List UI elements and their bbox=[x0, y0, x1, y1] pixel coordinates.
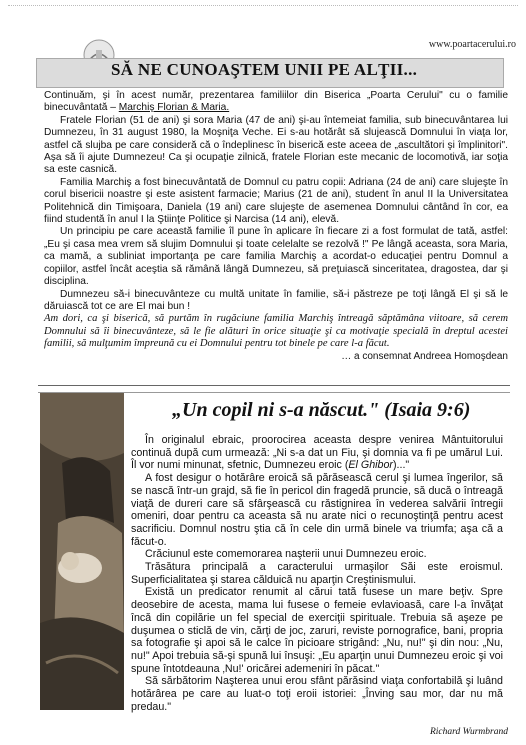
section2-signature: Richard Wurmbrand bbox=[429, 727, 508, 737]
section1-title: SĂ NE CUNOAŞTEM UNII PE ALŢII... bbox=[111, 60, 418, 79]
section1-paragraph-2: Fratele Florian (51 de ani) şi sora Maria (47 de ani) şi-au întemeiat familia, sub binecuvântarea lui Dumnezeu, în 31 august 1980, la Moşniţa Veche. Ei s-au hotărât să slujească Domnului în viaţa lor, astfel că slujba pe care consideră că o îndeplinesc în biserică este aceea de „ascultători şi împlinitori". Aşa să îi ajute Dumnezeu! Ca şi ocupaţie zilnică, fratele Florian este mecanic de locomotivă, iar soţia sa este casnică. bbox=[44, 114, 508, 176]
section1-prayer-request: Am dori, ca şi biserică, să purtăm în rugăciune familia Marchiş întreagă săptămâna viitoare, să cerem Domnului să îi binecuvânteze, să le fie alături în orice situaţie şi ca motivaţie specială în dreptul acestei familii, să mulţumim împreună cu ei Domnului pentru tot binele pe care l-a făcut. bbox=[44, 313, 508, 350]
section2-title: „Un copil ni s-a născut." (Isaia 9:6) bbox=[172, 399, 471, 421]
section1-body bbox=[44, 90, 508, 363]
section2-paragraph-3: Crăciunul este comemorarea naşterii unui Dumnezeu eroic. bbox=[145, 548, 427, 561]
el-ghibor: El Ghibor bbox=[348, 459, 393, 472]
section2-paragraph-5: Există un predicator renumit al cărui tată fusese un mare beţiv. Spre deosebire de acesta, mama lui fusese o femeie evlavioasă, care l-a învăţat încă din copilărie un fel special de exerciţii spirituale. Trebuia să aşeze pe duşumea o sticlă de vin, cărţi de joc, zaruri, reviste pornografice, bani, propria sa fotografie şi apoi să le calce în picioare strigând: „Nu, nu!" şi din nou: „Nu, nu!" Apoi trebuia să-şi spună lui însuşi: „Eu aparţin unui Dumnezeu eroic şi voi spune întotdeauna ‚Nu!' oricărei ademeniri în păcat." bbox=[131, 586, 503, 675]
section1-paragraph-3: Familia Marchiş a fost binecuvântată de Domnul cu patru copii: Adriana (24 de ani) care slujeşte în corul bisericii noastre şi este asistent farmacie; Marius (21 de ani), student în anul II la Universitatea Politehnică din Timişoara, Daniela (19 ani) care slujeşte de asemenea Domnului cântând în cor, ea fiind studentă în anul I la Ştiinţe Politice şi Narcisa (14 ani), elevă. bbox=[44, 176, 508, 226]
section2-paragraph-2: A fost desigur o hotărâre eroică să părăsească cerul şi lumea îngerilor, să se nască într-un grajd, să fie în pericol din fragedă pruncie, să ducă o întreagă viaţă de dureri care să sfârşească cu răstignirea în vederea salvării întregii omeniri, doar pentru ca aceasta să nu arate nici o recunoştinţă pentru acest sacrificiu. Domnul nostru ştia că în cele din urmă binele va triumfa; aşa că a făcut-o. bbox=[131, 472, 503, 548]
section1-paragraph-4: Un principiu pe care această familie îl pune în aplicare în fiecare zi a fost formulat de tată, astfel: „Eu şi casa mea vrem să slujim Domnului şi toate celelalte se rezolvă !" Pe lângă aceasta, sora Maria, ca mamă, a subliniat importanţa pe care familia Marchiş a acordat-o educaţiei pentru Domnul a copiilor, astfel încât aceştia să rămână lângă Dumnezeu, să preţuiască sinceritatea, dragostea, dar şi disciplina. bbox=[44, 226, 508, 288]
nativity-painting bbox=[40, 393, 124, 710]
family-name: Marchiş Florian & Maria. bbox=[118, 102, 230, 114]
section2-body bbox=[131, 434, 503, 713]
section-divider bbox=[38, 385, 510, 393]
section1-paragraph-5: Dumnezeu să-i binecuvânteze cu multă unitate în familie, să-i păstreze pe toţi lângă El şi să le dăruiască tot ce are El mai bun ! bbox=[44, 288, 508, 312]
section1-signature: … a consemnat Andreea Homoşdean bbox=[341, 350, 508, 362]
site-url: www.poartacerului.ro bbox=[428, 39, 516, 50]
section1-paragraph-1: Continuăm, şi în acest număr, prezentarea familiilor din Biserica „Poarta Cerului" cu o familie binecuvântată – Marchiş Florian & Maria. bbox=[44, 90, 508, 114]
section2-paragraph-4: Trăsătura principală a caracterului urmaşilor Săi este eroismul. Superficialitatea şi starea călduică nu aparţin Creştinismului. bbox=[131, 561, 503, 586]
section2-paragraph-1: În originalul ebraic, proorocirea aceasta despre venirea Mântuitorului continuă după cum urmează: „Ni s-a dat un Fiu, şi domnia va fi pe umărul Lui. Îl vor numi minunat, sfetnic, Dumnezeu eroic (El Ghibor)..." bbox=[131, 434, 503, 472]
top-dotted-border bbox=[8, 5, 518, 6]
section1-header bbox=[36, 58, 504, 88]
section2-paragraph-6: Să sărbătorim Naşterea unui erou sfânt părăsind viaţa confortabilă şi luând hotărârea pe care au luat-o toţi eroii istoriei: „Înving sau mor, dar nu mă predau." bbox=[131, 675, 503, 713]
